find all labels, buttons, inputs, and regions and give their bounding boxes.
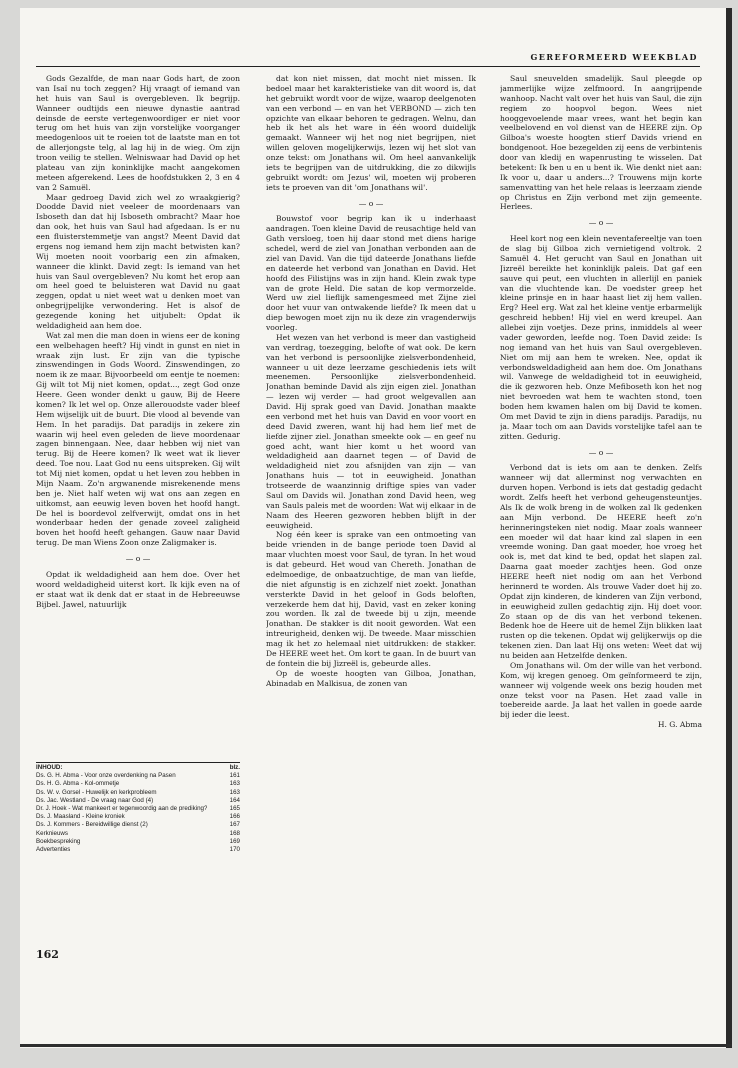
toc-entry-title: Ds. J. Maasland - Kleine kroniek — [36, 813, 125, 821]
text-column-left — [36, 74, 240, 754]
author-signature: H. G. Abma — [657, 720, 702, 730]
paragraph: Verbond dat is iets om aan te denken. Zelfs wanneer wij dat allerminst nog verwachten en durven hopen. Verbond is iets dat gestadig gedacht wordt. Zelfs heeft het verbond geheugensteuntjes. Als Ik de wolk breng in de wolken zal Ik gedenken aan Mijn verbond. De HEERE heeft zo'n herinneringsteken niet nodig. Maar zoals wanneer een moeder wil dat haar kind zal slapen in een vreemde woning. Dan gaat moeder, hoe vroeg het ook is, met dat kind te bed, opdat het slapen zal. Daarna gaat moeder zachtjes heen. God onze HEERE heeft niet nodig om aan het Verbond herinnerd te worden. Als trouwe Vader doet hij zo. Opdat zijn kinderen, de kinderen van Zijn verbond, in eeuwigheid zullen gedachtig zijn. Hij doet voor. Zo staan op de dis van het verbond tekenen. Bedenk hoe de Heere uit de hemel Zijn blikken laat rusten op die tekenen. Opdat wij gelijkerwijs op die tekenen zien. Dan laat Hij ons weten: Weet dat wij nu beiden aan Hetzelfde denken. — [500, 463, 702, 660]
toc-entry-page: 161 — [229, 772, 240, 780]
paragraph: Heel kort nog een klein neventafereeltje van toen de slag bij Gilboa zich vernietigend voltrok. 2 Samuël 4. Het gerucht van Saul en Jonathan uit Jizreël bereikte het koninklijk paleis. Dat gaf een sauve qui peut, een vluchten in allerlijl en paniek van die vluchtende kan. De voedster greep het kleine prinsje en in haar haast liet zij hem vallen. Erg? Heel erg. Wat zal het kleine ventje erbarmelijk geschreid hebben! Hij viel en werd kreupel. Aan allebei zijn voetjes. Deze prins, inmiddels al weer vader geworden, leefde nog. Toen David zeide: Is nog iemand van het huis van Saul overgebleven. Niet om mij aan hem te wreken. Nee, opdat ik verbondsweldadigheid aan hem doe. Om Jonathans wil. Vanwege de weldadigheid tot in eeuwigheid, die ik gezworen heb. Onze Mefiboseth kon het nog niet bevroeden wat hem te wachten stond, toen boden hem kwamen halen om bij David te komen. Om met David te zijn in diens paradijs. Paradijs, nu ja. Maar toch om aan Davids vorstelijke tafel aan te zitten. Gedurig. — [500, 234, 702, 441]
toc-entry[interactable] — [36, 805, 240, 813]
toc-entry-page: 167 — [229, 821, 240, 829]
paragraph: Saul sneuvelden smadelijk. Saul pleegde op jammerlijke wijze zelfmoord. In aangrijpende wanhoop. Nacht valt over het huis van Saul, die zijn regiem zo hoopvol begon. Wees niet hooggevoelende maar vrees, want het begin kan veelbelovend en vol dienst van de HEERE zijn. Op Gilboa's woeste hoogten stierf Davids vriend en bondgenoot. Hoe bezegelden zij eens de verbintenis door van kledij en wapenrusting te wisselen. Dat betekent: Ik ben u en u bent ik. Wie denkt niet aan: Ik voor u, daar u anders...? Trouwens mijn korte samenvatting van het hele relaas is leerzaam ziende op Christus en Zijn verbond met zijn gemeente. Herlees. — [500, 74, 702, 212]
toc-entry-page: 163 — [229, 780, 240, 788]
toc-entry-page: 165 — [229, 805, 240, 813]
toc-entry[interactable] — [36, 846, 240, 854]
toc-entry-title: Advertenties — [36, 846, 71, 854]
toc-entry[interactable] — [36, 797, 240, 805]
paragraph: dat kon niet missen, dat mocht niet missen. Ik bedoel maar het karakteristieke van dit woord is, dat het gebruikt wordt voor de wijze, waarop deelgenoten van een verbond — en van het VERBOND — zich ten opzichte van elkaar behoren te gedragen. Welnu, dan heb ik het als het ware in één woord duidelijk gemaakt. Wanneer wij het nog niet begrijpen, niet willen geloven mogelijkerwijs, lezen wij het slot van onze tekst: om Jonathans wil. Om heel aanvankelijk iets te begrijpen van de uitdrukking, die zo dikwijls gebruikt wordt: om Jezus' wil, moeten wij proberen iets te proeven van dit 'om Jonathans wil'. — [266, 74, 476, 192]
toc-entry-title: Ds. Jac. Westland - De vraag naar God (4) — [36, 796, 154, 804]
toc-entry-page: 166 — [229, 813, 240, 821]
toc-entry[interactable] — [36, 789, 240, 797]
toc-entry[interactable] — [36, 821, 240, 829]
toc-entry[interactable] — [36, 813, 240, 821]
toc-entry-title: Boekbespreking — [36, 837, 81, 845]
toc-entry-page: 168 — [229, 829, 240, 837]
toc-header — [36, 764, 240, 772]
toc-entry-title: Ds. J. Kommers - Bereidwillige dienst (2) — [36, 821, 148, 829]
toc-entry[interactable] — [36, 780, 240, 788]
toc-entry[interactable] — [36, 772, 240, 780]
running-header — [36, 50, 700, 67]
toc-entry-title: Kerknieuws — [36, 829, 68, 837]
toc-entry-title: Ds. W. v. Gorsel - Huwelijk en kerkprobleem — [36, 788, 157, 796]
section-separator: — o — — [125, 554, 151, 563]
toc-page-label: blz. — [229, 764, 240, 771]
paragraph: Opdat ik weldadigheid aan hem doe. Over het woord weldadigheid uiterst kort. Ik kijk even na of er staat wat ik denk dat er staat in de Hebreeuwse Bijbel. Jawel, natuurlijk — [36, 569, 240, 609]
paragraph: Wat zal men die man doen in wiens eer de koning een welbehagen heeft? Hij vindt in gunst en niet in wraak zijn lust. Er zijn van die typische zinswendingen in Gods Woord. Zinswendingen, zo noem ik ze maar. Bijvoorbeeld om eentje te noemen: Gij wilt tot Mij niet komen, opdat..., zegt God onze Heere. Geen wonder denkt u gauw, Bij de Heere komen? Ik let wel op. Onze allerouodste vader bleef Hem wijselijk uit de buurt. Die vlood al bevende van Hem. In het paradijs. Dat paradijs in zekere zin waarin wij heel even geleden de lieve moordenaar zagen binnengaan. Nee, daar hebben wij niet van terug. Bij de Heere komen? Ik weet wat ik liever deed. Toe nou. Laat God nu eens uitspreken. Gij wilt tot Mij niet komen, opdat u het leven zou hebben in Mijn Naam. Zo'n argwanende misrekenende mens ben je. Niet half weten wij wat ons aan zegen en uitkomst, aan eeuwig leven boven het hoofd hangt. De hel is boordevol zelfverwijt, omdat ons in het wonderbaar heden der genade zoveel zaligheid boven het hoofd heeft gehangen. Gauw naar David terug. De man Wiens Zoon onze Zaligmaker is. — [36, 330, 240, 548]
paragraph: Het wezen van het verbond is meer dan vastigheid van verdrag, toezegging, belofte of wat ook. De kern van het verbond is persoonlijke zielsverbondenheid, wanneer u uit deze leerzame geschiedenis iets wilt meenemen. Persoonlijke zielsverbondenheid. Jonathan beminde David als zijn eigen ziel. Jonathan — lezen wij verder — had groot welgevallen aan David. Hij sprak goed van David. Jonathan maakte een verbond met het huis van David en voor voort en deed David zweren, want hij had hem lief met de liefde zijner ziel. Jonathan smeekte ook — en geef nu goed acht, want hier komt u het woord van weldadigheid aan daarnet tegen — of David de weldadigheid niet zou afsnijden van zijn — van Jonathans huis — tot in eeuwigheid. Jonathan trotseerde de waanzinnig driftige spies van vader Saul om Davids wil. Jonathan zond David heen, weg van Sauls paleis met de woorden: Wat wij elkaar in de Naam des Heeren gezworen hebben blijft in der eeuwigheid. — [266, 332, 476, 530]
bottom-rule — [20, 1044, 732, 1047]
paragraph: Maar gedroeg David zich wel zo wraakgierig? Doodde David niet veeleer de moordenaars van Isboseth dan dat hij Isboseth ombracht? Maar hoe dan ook, het huis van Saul had afgedaan. Is er nu een fluisterstemmetje van angst? Meent David dat ergens nog iemand hem zijn macht betwisten kan? Wij moeten nooit voorbarig een zin afmaken, wanneer die klinkt. David zegt: Is iemand van het huis van Saul overgebleven? Nu komt het erop aan om heel goed te beluisteren wat David nu gaat zeggen, opdat u niet weet wat u denken moet van onbegrijpelijke verwondering. Het is alsof de gezegende koning het uitjubelt: Opdat ik weldadigheid aan hem doe. — [36, 192, 240, 330]
toc-entry-page: 170 — [229, 846, 240, 854]
toc-entry-title: Ds. H. G. Abma - Kol-ommetje — [36, 780, 120, 788]
toc-entry-title: Dr. J. Hoek - Wat mankeert er tegenwoordig aan de prediking? — [36, 805, 208, 813]
page-edge-shadow — [726, 8, 732, 1048]
toc-entry-page: 164 — [229, 796, 240, 804]
page-number: 162 — [36, 948, 59, 961]
paragraph: Bouwstof voor begrip kan ik u inderhaast aandragen. Toen kleine David de reusachtige held van Gath versloeg, toen hij daar stond met diens harige schedel, werd de ziel van Jonathan verbonden aan de ziel van David. Van die tijd dateerde Jonathans liefde en dateerde het verbond van Jonathan en David. Het hoofd des Filistijns was in zijn hand. Klein zwak type van de grote Held. Die satan de kop vermorzelde. Werd uw ziel lieflijk samengesmeed met Zijne ziel door het vuur van ontwakende liefde? Ik meen dat u diep bewogen moet zijn nu ik deze zin vragenderwijs voorleg. — [266, 214, 476, 332]
journal-title: GEREFORMEERD WEEKBLAD — [530, 52, 698, 62]
toc-entry[interactable] — [36, 838, 240, 846]
section-separator: — o — — [588, 218, 614, 228]
toc-entry-page: 169 — [229, 837, 240, 845]
paragraph: Op de woeste hoogten van Gilboa, Jonathan, Abinadab en Malkisua, de zonen van — [266, 668, 476, 688]
table-of-contents — [36, 762, 240, 854]
paragraph: Gods Gezalfde, de man naar Gods hart, de zoon van Isaï nu toch zeggen? Hij vraagt of iemand van het huis van Saul is overgebleven. Ik begrijp. Wanneer oudtijds een nieuwe dynastie aantrad deinsde de eerste vertegenwoordiger er niet voor terug om het huis van zijn vorstelijke voorganger meedogenloos uit te roeien tot de laatste man en tot de allerjongste telg, al lag hij in de wieg. Om zijn troon veilig te stellen. Welniswaar had David op het plateau van zijn koninklijke macht aangekomen meteen afgerekend. Lees de hoofdstukken 2, 3 en 4 van 2 Samuël. — [36, 74, 240, 192]
toc-title: INHOUD: — [36, 764, 63, 771]
toc-entry-title: Ds. G. H. Abma - Voor onze overdenking na Pasen — [36, 772, 176, 780]
text-column-middle — [266, 74, 476, 1004]
text-column-right — [500, 74, 702, 1004]
toc-entry-page: 163 — [229, 788, 240, 796]
paragraph: Nog één keer is sprake van een ontmoeting van beide vrienden in de bange periode toen David al maar vluchten moest voor Saul, de tyran. In het woud is dat gebeurd. Het woud van Chereth. Jonathan de edelmoedige, de onbaatzuchtige, de man van liefde, die niet afgunstig is en zichzelf niet zoekt. Jonathan versterkte David in het geloof in Gods beloften, verzekerde hem dat hij, David, vast en zeker koning zou worden. Ik zal de tweede bij u zijn, meende Jonathan. De stakker is dit nooit geworden. Wat een intreurigheid, denken wij. De tweede. Maar misschien mag ik het zo helemaal niet uitdrukken: de stakker. De HEERE weet het. Om kort te gaan. In de buurt van de fontein die bij Jizreël is, gebeurde alles. — [266, 530, 476, 668]
section-separator: — o — — [358, 198, 384, 208]
paragraph: Om Jonathans wil. Om der wille van het verbond. Kom, wij kregen genoeg. Om geïnformeerd te zijn, wanneer wij volgende week ons bezig houden met onze tekst voor na Pasen. Het zaad valle in toebereide aarde. Ja laat het vallen in goede aarde bij ieder die leest. — [500, 660, 702, 720]
toc-entry[interactable] — [36, 830, 240, 838]
section-separator: — o — — [588, 447, 614, 457]
